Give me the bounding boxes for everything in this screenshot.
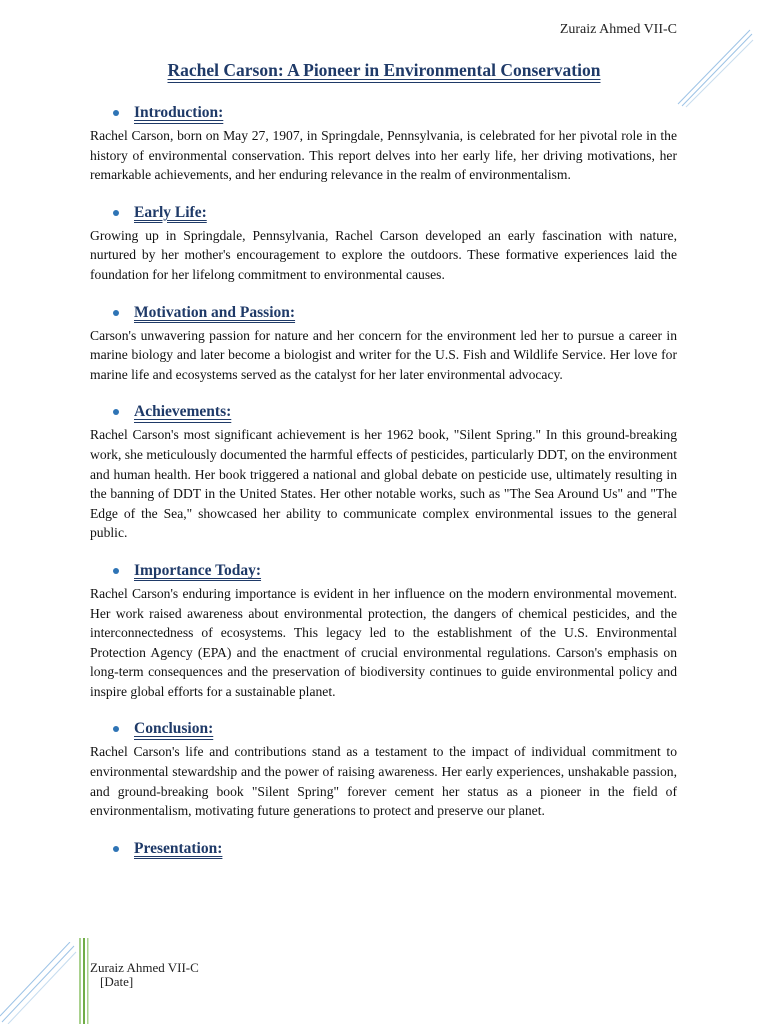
section-heading: Presentation: (134, 839, 223, 857)
section-paragraph: Growing up in Springdale, Pennsylvania, Rachel Carson developed an early fascination with nature, nurtured by her mother's encouragement to explore the outdoors. These formative experiences laid the foundation for her lifelong commitment to environmental causes. (90, 227, 677, 282)
header-author: Zuraiz Ahmed VII-C (559, 22, 677, 37)
section-introduction (90, 100, 677, 185)
section-heading: Importance Today: (134, 561, 262, 579)
corner-decoration-bottom-left (0, 942, 78, 1024)
bullet-icon (113, 846, 119, 852)
section-motivation (90, 300, 677, 385)
footer-side-bars (78, 938, 90, 1024)
bullet-icon (113, 568, 119, 574)
footer-author: Zuraiz Ahmed VII-C (90, 960, 199, 975)
section-conclusion (90, 716, 677, 820)
section-heading-row (90, 200, 677, 226)
section-heading-row (90, 716, 677, 742)
section-heading-row (90, 300, 677, 326)
section-achievements (90, 399, 677, 543)
section-heading: Motivation and Passion: (134, 303, 296, 321)
section-paragraph: Carson's unwavering passion for nature and her concern for the environment led her to pursue a career in marine biology and later become a biologist and writer for the U.S. Fish and Wildlife Service. Her love for marine life and ecosystems served as the catalyst for her later environmental advocacy. (90, 327, 677, 382)
document-body (90, 100, 677, 862)
document-title (0, 60, 768, 81)
footer (90, 961, 199, 989)
bullet-icon (113, 210, 119, 216)
section-heading-row (90, 836, 677, 862)
section-paragraph: Rachel Carson's enduring importance is evident in her influence on the modern environmental movement. Her work raised awareness about environmental protection, the dangers of chemical pesticides, and the interconnectedness of ecosystems. This legacy led to the establishment of the U.S. Environmental Protection Agency (EPA) and the enactment of crucial environmental regulations. Carson's emphasis on long-term consequences and the preservation of biodiversity continues to guide environmental policy and inspire global efforts for a sustainable planet. (90, 585, 677, 699)
section-heading-row (90, 100, 677, 126)
section-paragraph: Rachel Carson's most significant achievement is her 1962 book, "Silent Spring." In this ground-breaking work, she meticulously documented the harmful effects of pesticides, particularly DDT, on the environment and human health. Her book triggered a national and global debate on pesticide use, ultimately resulting in the banning of DDT in the United States. Her other notable works, such as "The Sea Around Us" and "The Edge of the Sea," showcased her ability to communicate complex environmental issues to the general public. (90, 427, 677, 541)
section-heading: Introduction: (134, 104, 224, 121)
document-title-text: Rachel Carson: A Pioneer in Environmental Conservation (167, 60, 601, 80)
bullet-icon (113, 726, 119, 732)
section-presentation (90, 836, 677, 862)
section-heading: Conclusion: (134, 720, 214, 738)
bullet-icon (113, 409, 119, 415)
section-early-life (90, 200, 677, 285)
section-heading: Early Life: (134, 203, 207, 221)
footer-date: [Date] (100, 974, 134, 989)
section-importance-today (90, 558, 677, 702)
section-heading-row (90, 558, 677, 584)
section-heading: Achievements: (134, 403, 232, 421)
bullet-icon (113, 310, 119, 316)
section-heading-row (90, 399, 677, 425)
bullet-icon (113, 110, 119, 116)
section-paragraph: Rachel Carson, born on May 27, 1907, in Springdale, Pennsylvania, is celebrated for her pivotal role in the history of environmental conservation. This report delves into her early life, her driving motivations, her remarkable achievements, and her enduring relevance in the realm of environmentalism. (90, 128, 677, 183)
section-paragraph: Rachel Carson's life and contributions stand as a testament to the impact of individual commitment to environmental stewardship and the power of raising awareness. Her early experiences, unshakable passion, and ground-breaking book "Silent Spring" forever cement her status as a pioneer in the field of environmentalism, motivating future generations to protect and preserve our planet. (90, 744, 677, 819)
